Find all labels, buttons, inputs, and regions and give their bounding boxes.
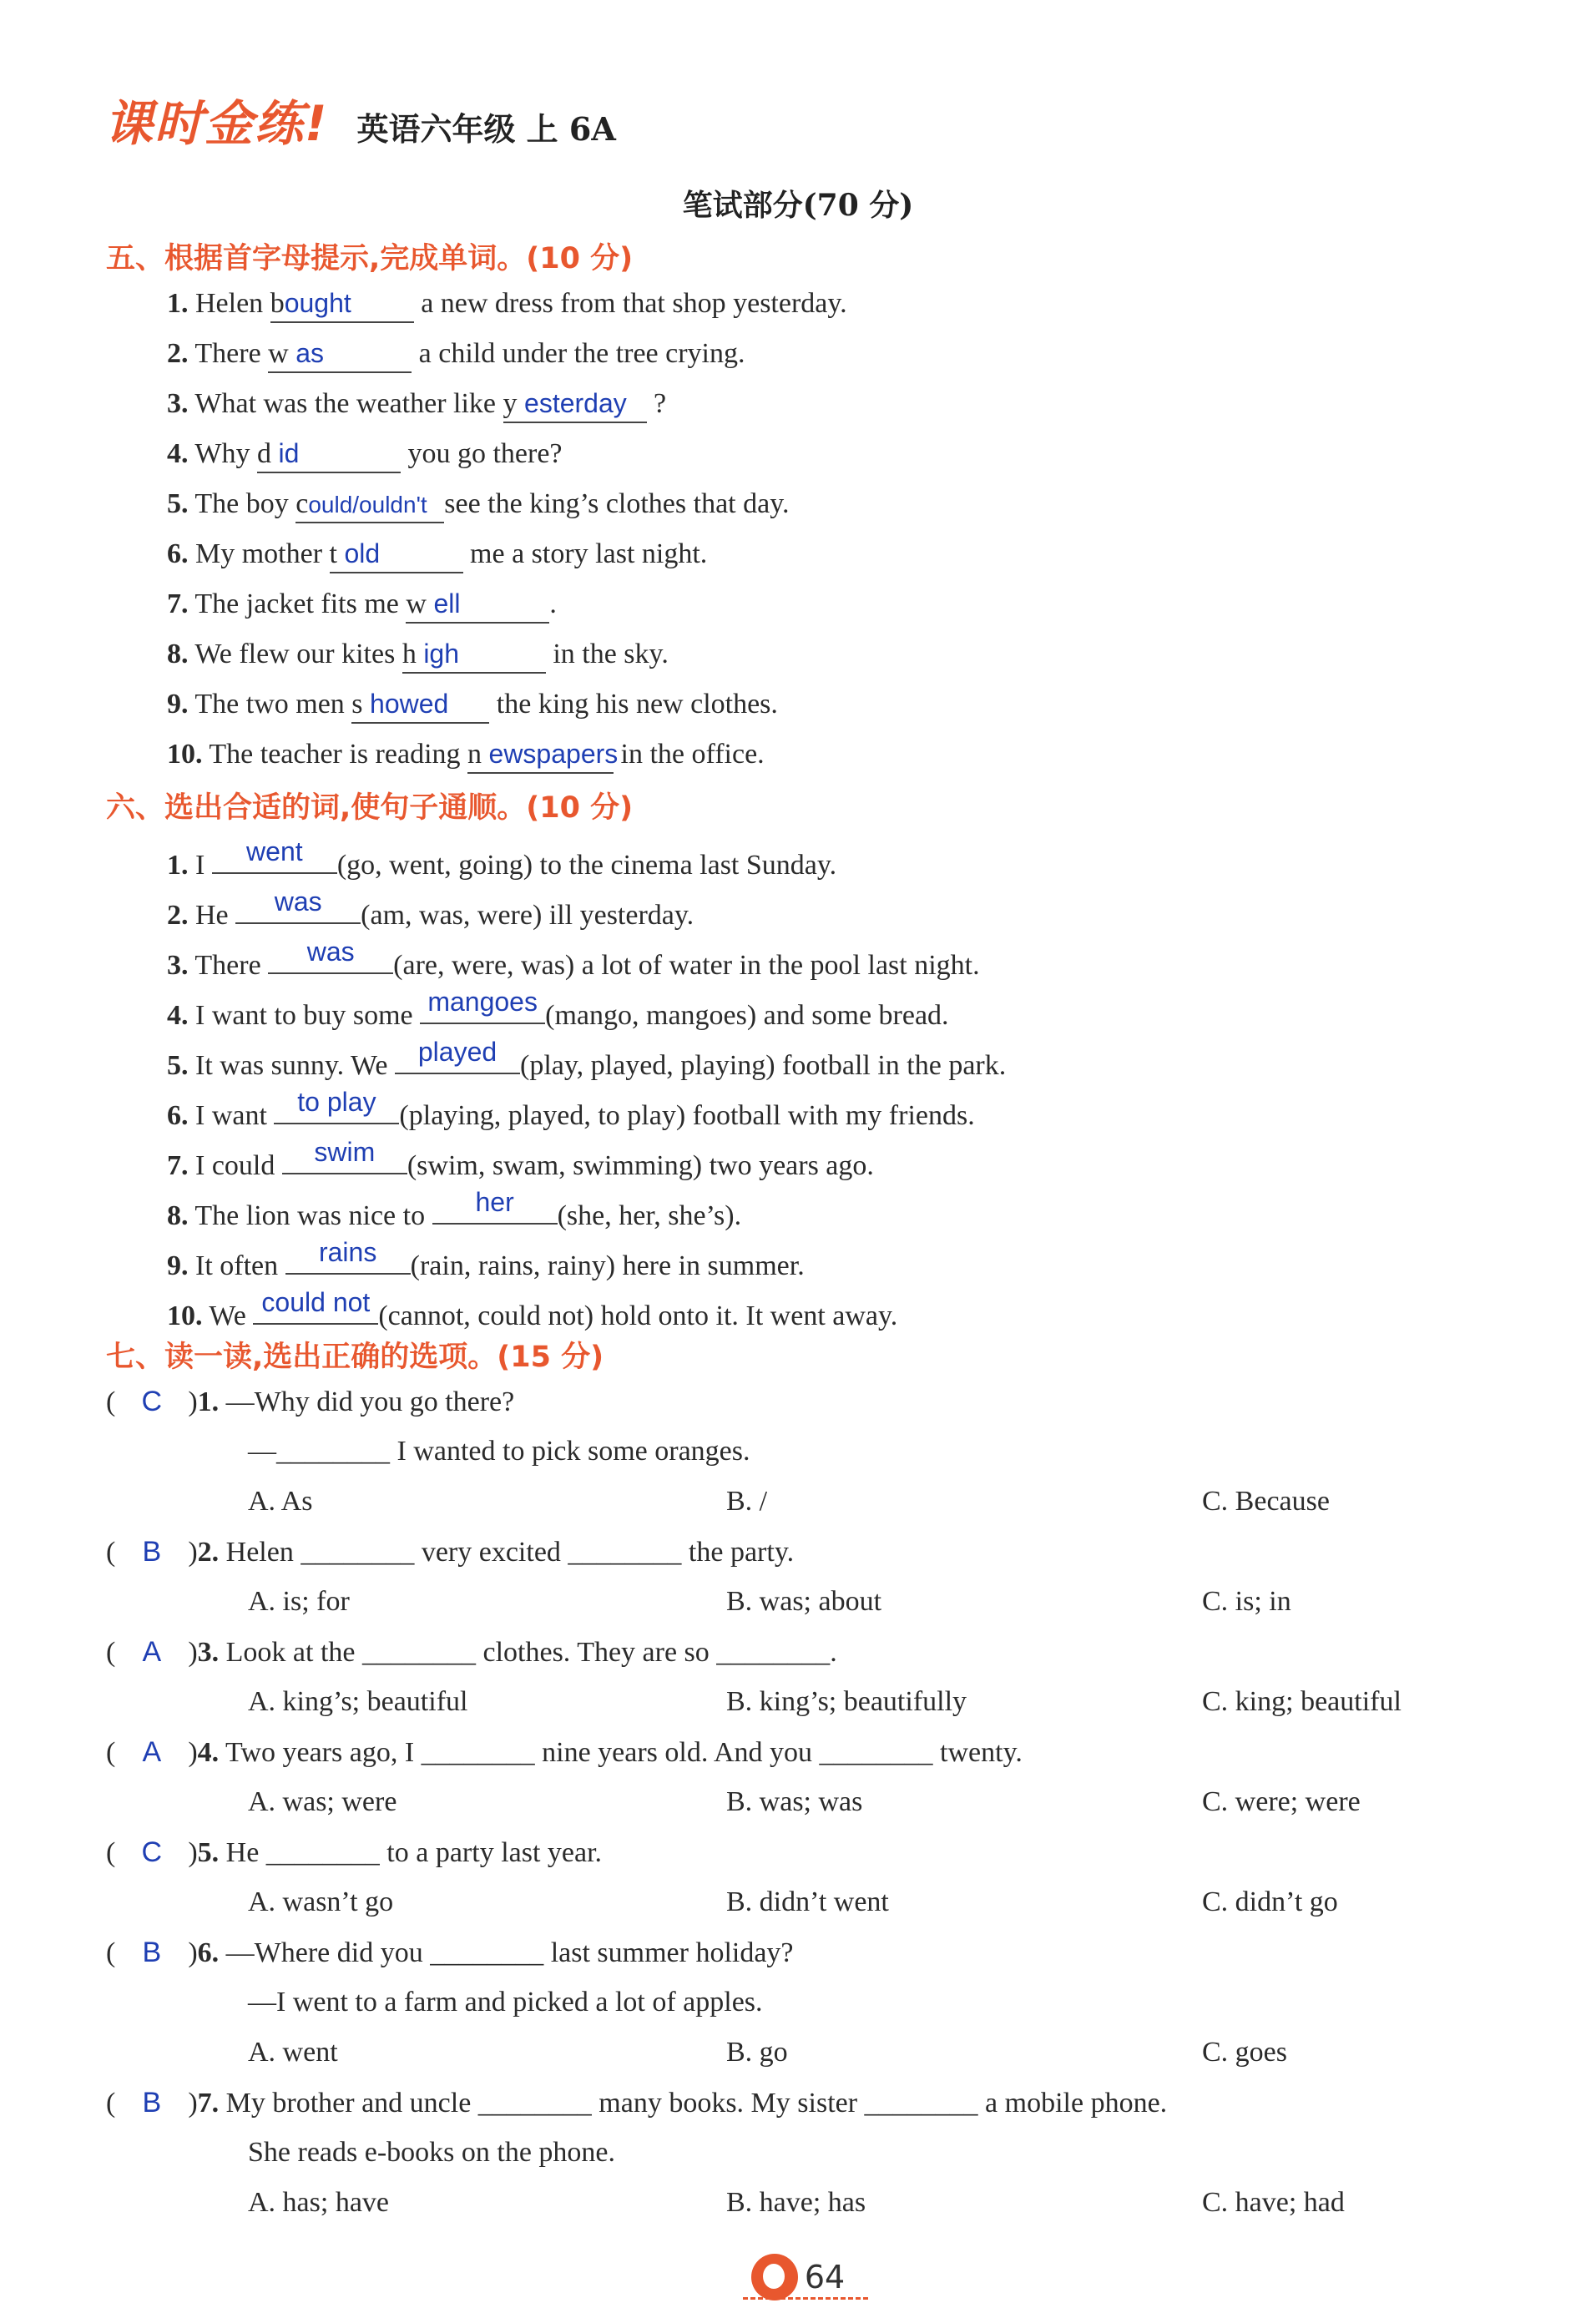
option-b: B. didn’t went — [726, 1886, 889, 1917]
option-b: B. was; about — [726, 1586, 882, 1617]
mc-question: ( C )1. —Why did you go there? — [106, 1386, 515, 1417]
six-item: 5. It was sunny. We played (play, played, playing) football in the park. — [167, 1037, 1007, 1081]
option-a: A. wasn’t go — [248, 1886, 394, 1917]
footer-divider — [743, 2297, 868, 2300]
six-item: 7. I could swim (swim, swam, swimming) two years ago. — [167, 1137, 874, 1181]
option-a: A. is; for — [248, 1586, 350, 1617]
option-a: A. king’s; beautiful — [248, 1686, 468, 1717]
option-c: C. have; had — [1202, 2187, 1345, 2218]
mc-answer: B — [142, 1536, 162, 1568]
option-a: A. As — [248, 1486, 313, 1517]
option-c: C. didn’t go — [1202, 1886, 1338, 1917]
mascot-icon — [751, 2254, 798, 2300]
five-item: 4. Why d id you go there? — [167, 438, 563, 473]
five-item: 8. We flew our kites h igh in the sky. — [167, 639, 669, 674]
option-b: B. have; has — [726, 2187, 866, 2218]
page-number: 64 — [804, 2259, 846, 2295]
five-item: 2. There w as a child under the tree crying. — [167, 338, 745, 373]
mc-answer: C — [141, 1386, 163, 1417]
option-c: C. is; in — [1202, 1586, 1291, 1617]
six-item: 2. He was (am, was, were) ill yesterday. — [167, 886, 694, 931]
option-b: B. go — [726, 2037, 788, 2068]
six-item: 9. It often rains (rain, rains, rainy) here in summer. — [167, 1237, 805, 1281]
option-c: C. king; beautiful — [1202, 1686, 1402, 1717]
option-a: A. went — [248, 2037, 338, 2068]
mc-question: ( B )7. My brother and uncle ________ many books. My sister ________ a mobile phone. — [106, 2087, 1168, 2119]
brand-logo: 课时金练! — [104, 95, 329, 152]
mc-answer: A — [142, 1636, 162, 1668]
five-item: 6. My mother t old me a story last night. — [167, 538, 707, 573]
mc-answer: B — [142, 1937, 162, 1968]
six-item: 8. The lion was nice to her (she, her, she’s). — [167, 1187, 742, 1231]
mc-answer: A — [142, 1736, 162, 1768]
section-five-title: 五、根据首字母提示,完成单词。(10 分) — [106, 242, 634, 275]
mc-question-line2: —________ I wanted to pick some oranges. — [248, 1436, 750, 1467]
mc-question: ( B )2. Helen ________ very excited ________ the party. — [106, 1536, 795, 1568]
option-b: B. king’s; beautifully — [726, 1686, 967, 1717]
option-c: C. Because — [1202, 1486, 1330, 1517]
five-item: 5. The boy could/ouldn't see the king’s clothes that day. — [167, 488, 790, 523]
section-six-title: 六、选出合适的词,使句子通顺。(10 分) — [106, 791, 634, 825]
mc-answer: B — [142, 2087, 162, 2119]
mc-question: ( B )6. —Where did you ________ last summer holiday? — [106, 1937, 794, 1968]
mc-question-line2: —I went to a farm and picked a lot of apples. — [248, 1987, 763, 2018]
option-a: A. has; have — [248, 2187, 390, 2218]
section-seven-title: 七、读一读,选出正确的选项。(15 分) — [106, 1341, 604, 1374]
option-b: B. was; was — [726, 1786, 863, 1817]
grade-label: 英语六年级 上 6A — [356, 110, 616, 148]
five-item: 7. The jacket fits me w ell . — [167, 588, 557, 624]
five-item: 1. Helen bought a new dress from that shop yesterday. — [167, 288, 847, 323]
mc-question: ( A )4. Two years ago, I ________ nine years old. And you ________ twenty. — [106, 1736, 1023, 1768]
six-item: 1. I went (go, went, going) to the cinema last Sunday. — [167, 836, 837, 881]
option-c: C. were; were — [1202, 1786, 1361, 1817]
option-c: C. goes — [1202, 2037, 1287, 2068]
six-item: 6. I want to play (playing, played, to play) football with my friends. — [167, 1087, 975, 1131]
mc-question-line2: She reads e-books on the phone. — [248, 2137, 616, 2168]
six-item: 4. I want to buy some mangoes (mango, mangoes) and some bread. — [167, 987, 949, 1031]
five-item: 3. What was the weather like y esterday ? — [167, 388, 666, 423]
option-a: A. was; were — [248, 1786, 397, 1817]
six-item: 10. We could not (cannot, could not) hold onto it. It went away. — [167, 1287, 898, 1331]
six-item: 3. There was (are, were, was) a lot of water in the pool last night. — [167, 937, 980, 981]
mc-question: ( C )5. He ________ to a party last year. — [106, 1836, 603, 1868]
mc-question: ( A )3. Look at the ________ clothes. They are so ________. — [106, 1636, 837, 1668]
written-part-title: 笔试部分(70 分) — [682, 188, 914, 223]
option-b: B. / — [726, 1486, 768, 1517]
five-item: 9. The two men s howed the king his new clothes. — [167, 689, 778, 724]
mc-answer: C — [141, 1836, 163, 1868]
five-item: 10. The teacher is reading n ewspapers in the office. — [167, 739, 765, 774]
page-header — [104, 88, 616, 154]
